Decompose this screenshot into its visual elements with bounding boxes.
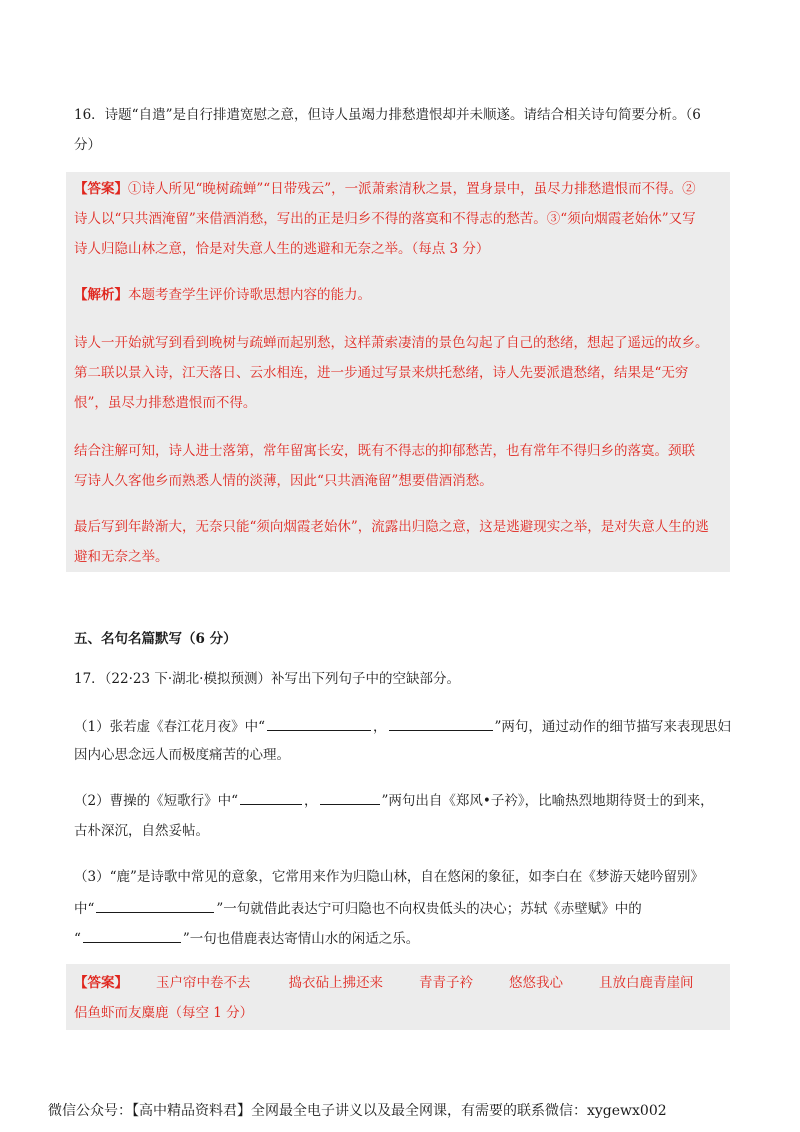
item2-comma: ， [304,793,318,809]
item1-text-b: ”两句，通过动作的细节描写来表现思妇 [494,719,731,735]
item1-comma: ， [373,719,387,735]
fill-blank[interactable] [96,898,214,913]
q17-item1-line2: 因内心思念远人而极度痛苦的心理。 [74,747,290,763]
fill-blank[interactable] [267,716,371,731]
footer-text: 微信公众号：【高中精品资料君】全网最全电子讲义以及最全网课，有需要的联系微信：xygewx002 [48,1103,667,1119]
q16-answer-line2: 诗人以“只共酒淹留”来借酒消愁，写出的正是归乡不得的落寞和不得志的愁苦。③“须向烟霞老始休”又写 [74,211,696,227]
q16-analysis-line [74,284,371,306]
q17-answer-line1 [74,972,694,994]
answer-tag: 【答案】 [74,975,128,991]
answer-tag: 【答案】 [74,181,128,197]
fill-blank[interactable] [389,716,493,731]
q16-prompt-line2: 分） [74,137,101,153]
item3-text-c: “ [74,931,81,947]
q17-item3-line3 [74,928,419,950]
q16-prompt-line1: 16．诗题“自遣”是自行排遣宽慰之意，但诗人虽竭力排愁遣恨却并未顺遂。请结合相关诗句简要分析。（6 [74,107,701,123]
item2-text-b: ”两句出自《郑风•子衿》，比喻热烈地期待贤士的到来， [381,793,714,809]
q17-item3-line2 [74,898,642,920]
section-heading: 五、名句名篇默写（6 分） [74,631,237,647]
answer-item: 青青子衿 [419,975,473,991]
q16-para1-line3: 恨”，虽尽力排愁遣恨而不得。 [74,395,257,411]
q17-intro: 17．（22·23 下·湖北·模拟预测）补写出下列句子中的空缺部分。 [74,671,460,687]
q16-para2-line2: 写诗人久客他乡而熟悉人情的淡薄，因此“只共酒淹留”想要借酒消愁。 [74,473,493,489]
q17-item2-line2: 古朴深沉，自然妥帖。 [74,823,209,839]
q16-para1-line1: 诗人一开始就写到看到晚树与疏蝉而起别愁，这样萧索凄清的景色勾起了自己的愁绪，想起了遥远的故乡。 [74,335,709,351]
fill-blank[interactable] [83,928,181,943]
analysis-text: 本题考查学生评价诗歌思想内容的能力。 [128,287,371,303]
item3-text-b: ”一句就借此表达宁可归隐也不向权贵低头的决心；苏轼《赤壁赋》中的 [216,901,642,917]
q16-answer-line3: 诗人归隐山林之意，恰是对失意人生的逃避和无奈之举。（每点 3 分） [74,241,490,257]
answer-item: 玉户帘中卷不去 [156,975,251,991]
answer-item: 捣衣砧上拂还来 [288,975,383,991]
q17-item2-line1 [74,790,714,812]
q17-item3-line1: （3）“鹿”是诗歌中常见的意象，它常用来作为归隐山林，自在悠闲的象征，如李白在《梦游天姥吟留别》 [74,869,704,885]
analysis-tag: 【解析】 [74,287,128,303]
item3-text-d: ”一句也借鹿表达寄情山水的闲适之乐。 [182,931,420,947]
answer-text: ①诗人所见“晚树疏蝉”“日带残云”，一派萧索清秋之景，置身景中，虽尽力排愁遣恨而不得。② [128,181,696,197]
q16-para2-line1: 结合注解可知，诗人进士落第，常年留寓长安，既有不得志的抑郁愁苦，也有常年不得归乡的落寞。颈联 [74,443,695,459]
fill-blank[interactable] [320,790,380,805]
q17-item1-line1 [74,716,731,738]
item2-text-a: （2）曹操的《短歌行》中“ [74,793,238,809]
item1-text-a: （1）张若虚《春江花月夜》中“ [74,719,265,735]
q16-para3-line1: 最后写到年龄渐大，无奈只能“须向烟霞老始休”，流露出归隐之意，这是逃避现实之举，是对失意人生的逃 [74,519,709,535]
q16-para1-line2: 第二联以景入诗，江天落日、云水相连，进一步通过写景来烘托愁绪，诗人先要派遣愁绪，结果是“无穷 [74,365,689,381]
q16-answer-line1 [74,178,696,200]
q17-answer-line2: 侣鱼虾而友麋鹿（每空 1 分） [74,1005,254,1021]
item3-text-a: 中“ [74,901,95,917]
answer-item: 悠悠我心 [509,975,563,991]
q16-para3-line2: 避和无奈之举。 [74,549,169,565]
answer-item: 且放白鹿青崖间 [599,975,694,991]
fill-blank[interactable] [240,790,302,805]
